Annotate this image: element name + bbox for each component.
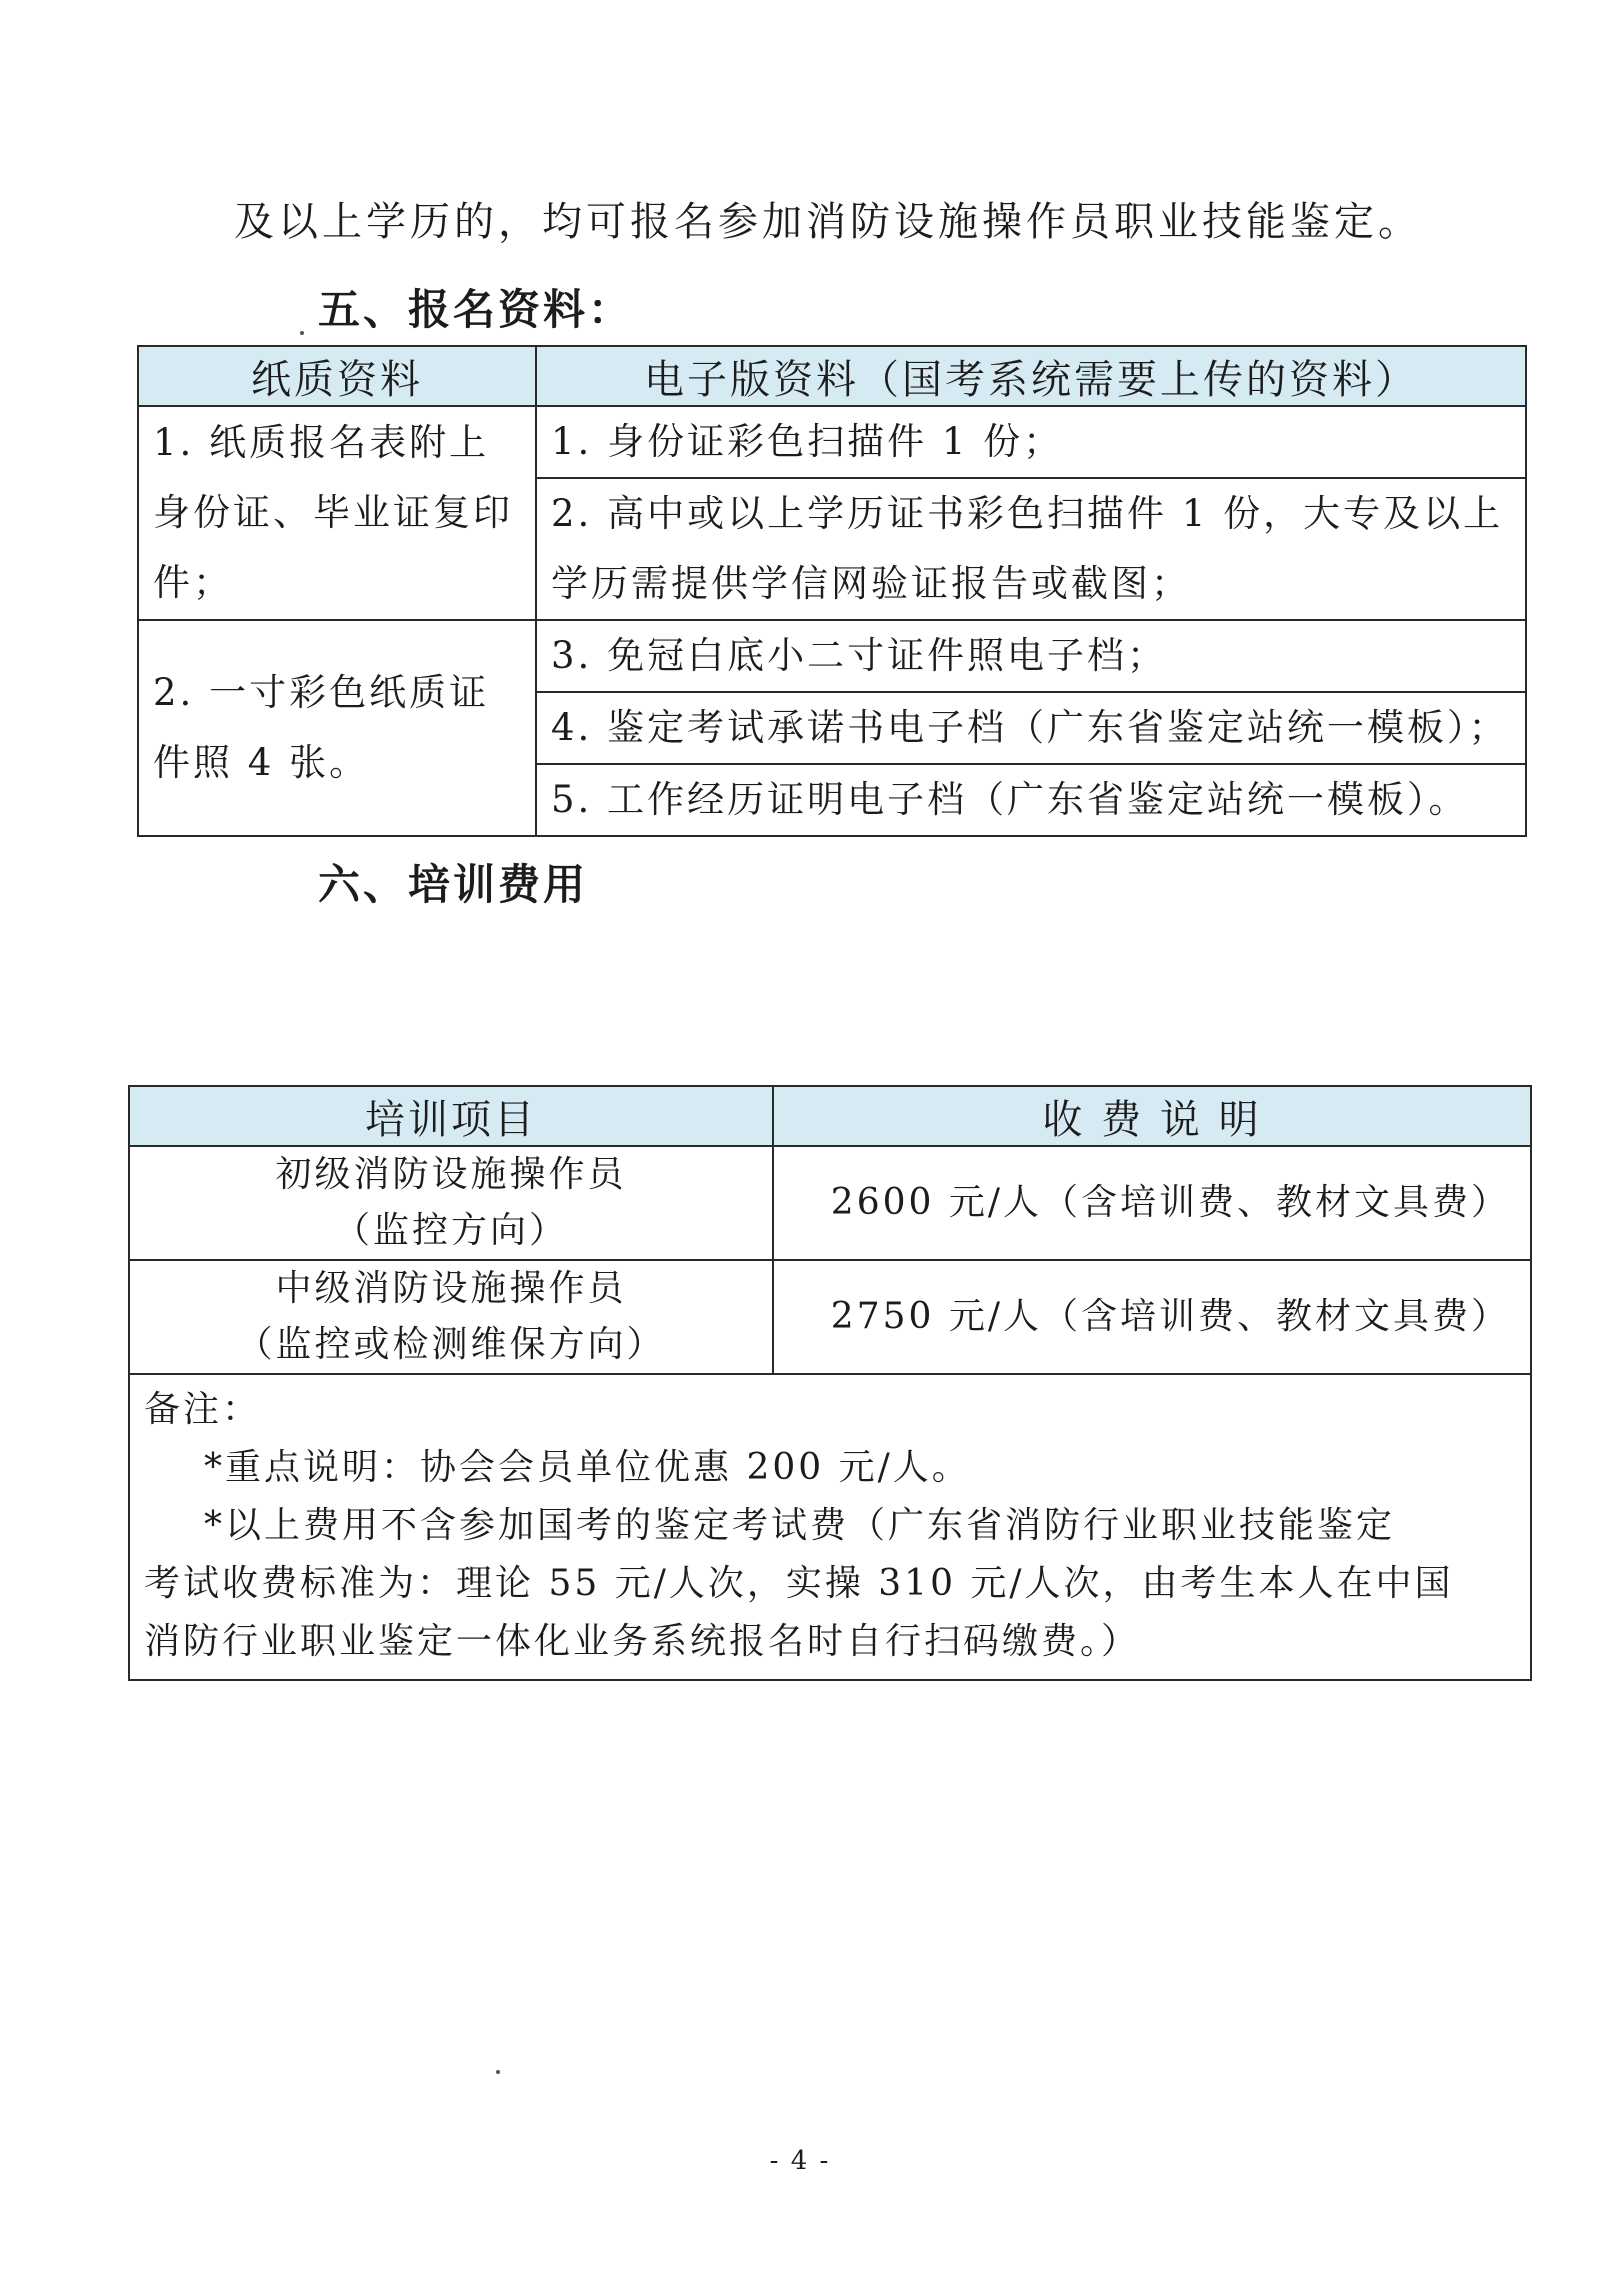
scan-speck: [496, 2070, 500, 2074]
fee-row-2-item: 中级消防设施操作员 （监控或检测维保方向）: [129, 1260, 773, 1374]
fee-table: [128, 1085, 1532, 1681]
paper-item-2: 2. 一寸彩色纸质证 件照 4 张。: [138, 620, 536, 836]
electronic-item-4: 4. 鉴定考试承诺书电子档（广东省鉴定站统一模板）；: [536, 692, 1526, 764]
materials-table: [137, 345, 1527, 837]
electronic-item-1: 1. 身份证彩色扫描件 1 份；: [536, 406, 1526, 478]
paper-item-1: 1. 纸质报名表附上 身份证、毕业证复印 件；: [138, 406, 536, 620]
fee-row-1-item: 初级消防设施操作员 （监控方向）: [129, 1146, 773, 1260]
fee-row-2-fee: 2750 元/人（含培训费、教材文具费）: [773, 1260, 1531, 1374]
fee-notes: [129, 1374, 1531, 1680]
page-number: - 4 -: [769, 2146, 831, 2176]
notes-label: 备注：: [144, 1389, 262, 1430]
section6-heading: 六、培训费用: [318, 860, 589, 909]
notes-line-3: 考试收费标准为：理论 55 元/人次，实操 310 元/人次，由考生本人在中国: [144, 1563, 1454, 1604]
electronic-item-2: 2. 高中或以上学历证书彩色扫描件 1 份，大专及以上 学历需提供学信网验证报告或截图；: [536, 478, 1526, 620]
scan-speck: [300, 331, 304, 335]
electronic-item-5: 5. 工作经历证明电子档（广东省鉴定站统一模板）。: [536, 764, 1526, 836]
fee-row-1-fee: 2600 元/人（含培训费、教材文具费）: [773, 1146, 1531, 1260]
notes-line-2: *以上费用不含参加国考的鉴定考试费（广东省消防行业职业技能鉴定: [204, 1505, 1396, 1546]
materials-header-electronic: 电子版资料（国考系统需要上传的资料）: [536, 346, 1526, 406]
notes-line-4: 消防行业职业鉴定一体化业务系统报名时自行扫码缴费。）: [144, 1621, 1141, 1662]
fee-header-fee: 收 费 说 明: [773, 1086, 1531, 1146]
fee-header-item: 培训项目: [129, 1086, 773, 1146]
materials-header-paper: 纸质资料: [138, 346, 536, 406]
section5-heading: 五、报名资料：: [318, 285, 634, 334]
intro-line: 及以上学历的，均可报名参加消防设施操作员职业技能鉴定。: [234, 199, 1422, 245]
electronic-item-3: 3. 免冠白底小二寸证件照电子档；: [536, 620, 1526, 692]
notes-line-1: *重点说明：协会会员单位优惠 200 元/人。: [204, 1447, 971, 1488]
